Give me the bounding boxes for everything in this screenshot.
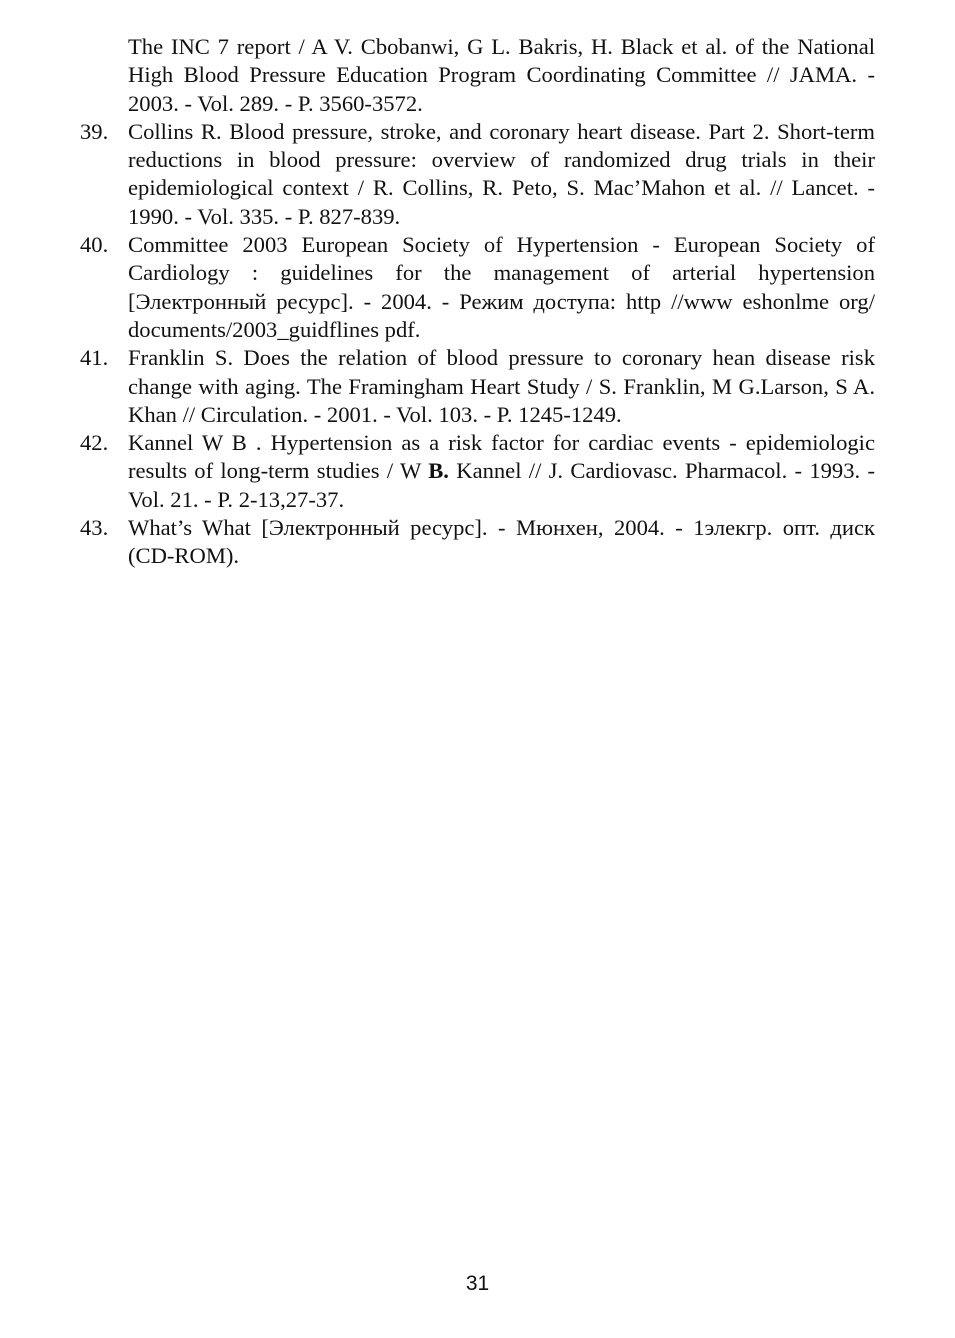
- reference-number: 43.: [80, 515, 109, 541]
- reference-number: 41.: [80, 345, 109, 371]
- reference-text: What’s What [Электронный ресурс]. - Мюнхен, 2004. - 1элекгр. опт. диск (CD-ROM).: [128, 515, 875, 569]
- reference-text: [128, 429, 875, 514]
- reference-text: Franklin S. Does the relation of blood pressure to coronary hean disease risk change with aging. The Framingham Heart Study / S. Franklin, M G.Larson, S A. Khan // Circulation. - 2001. - Vol. 103. - P. 1245-1249.: [128, 345, 875, 427]
- reference-number: 42.: [80, 430, 109, 456]
- reference-item-41: [80, 344, 875, 429]
- page-number: 31: [465, 1272, 490, 1295]
- reference-bold-initial: B.: [428, 458, 449, 484]
- reference-number: 39.: [80, 118, 109, 144]
- reference-text-part: Kannel W B . Hypertension as a risk factor for cardiac events - epidemiologic results of long-term studies / W: [128, 430, 875, 484]
- reference-number: 40.: [80, 232, 109, 258]
- reference-item-continued: [80, 33, 875, 118]
- reference-list: [80, 33, 875, 571]
- reference-item-40: [80, 231, 875, 344]
- reference-item-43: [80, 514, 875, 571]
- reference-item-39: [80, 118, 875, 231]
- reference-item-42: [80, 429, 875, 514]
- reference-text: The INC 7 report / A V. Cbobanwi, G L. Bakris, H. Black et al. of the National High Blood Pressure Education Program Coordinating Committee // JAMA. - 2003. - Vol. 289. - P. 3560-3572.: [128, 34, 875, 116]
- reference-text: Collins R. Blood pressure, stroke, and coronary heart disease. Part 2. Short-term reductions in blood pressure: overview of randomized drug trials in their epidemiological context / R. Collins, R. Peto, S. Mac’Mahon et al. // Lancet. - 1990. - Vol. 335. - P. 827-839.: [128, 118, 875, 229]
- reference-text-part: Kannel // J. Cardiovasc. Pharmacol. - 1993. - Vol. 21. - P. 2-13,27-37.: [128, 458, 875, 512]
- reference-text: Committee 2003 European Society of Hypertension - European Society of Cardiology : guidelines for the management of arterial hypertension [Электронный ресурс]. - 2004. - Режим доступа: http //www eshonlme org/ documents/2003_guidflines pdf.: [128, 232, 875, 342]
